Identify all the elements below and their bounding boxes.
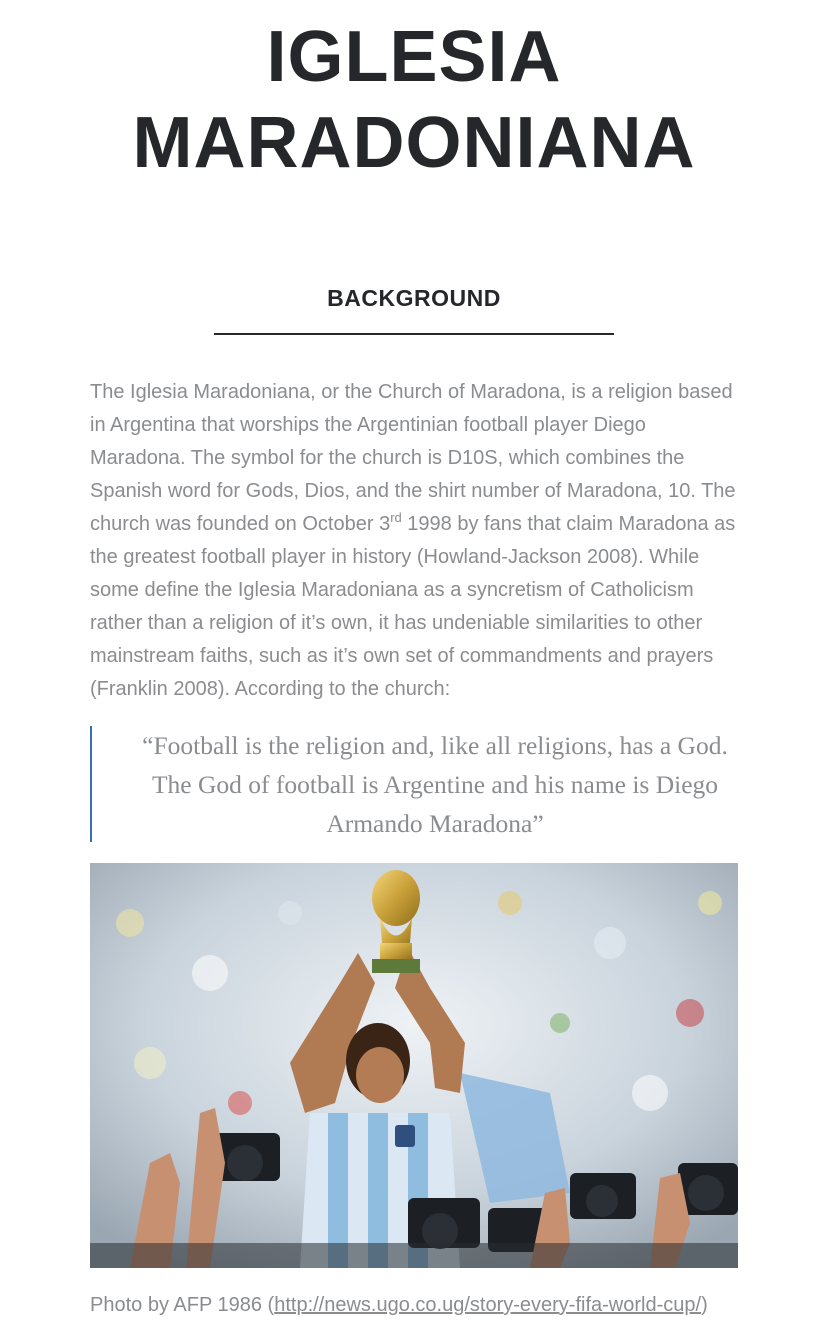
quote-text: “Football is the religion and, like all religions, has a God. The God of football is Argentine and his name is Diego Armando Maradona” [142, 731, 728, 838]
pull-quote [90, 726, 738, 842]
title-line-1: IGLESIA [266, 17, 562, 97]
photo-caption [90, 1291, 790, 1319]
body-text-part-1: The Iglesia Maradoniana, or the Church of Maradona, is a religion based in Argentina that worships the Argentinian football player Diego Maradona. The symbol for the church is D10S, which combines the Spanish word for Gods, Dios, and the shirt number of Maradona, 10. The church was founded on October 3 [90, 381, 736, 535]
maradona-trophy-photo [90, 863, 738, 1268]
caption-prefix: Photo by AFP 1986 ( [90, 1294, 275, 1316]
title-line-2: MARADONIANA [132, 103, 696, 183]
section-heading: BACKGROUND [327, 285, 501, 311]
page-title [0, 14, 828, 186]
photo-illustration [90, 863, 738, 1268]
body-text-part-2: 1998 by fans that claim Maradona as the greatest football player in history (Howland-Jackson 2008). While some define the Iglesia Maradoniana as a syncretism of Catholicism rather than a religion of it’s own, it has undeniable similarities to other mainstream faiths, such as it’s own set of commandments and prayers (Franklin 2008). According to the church: [90, 513, 736, 700]
body-paragraph [90, 376, 740, 706]
caption-source-link[interactable]: http://news.ugo.co.ug/story-every-fifa-world-cup/ [274, 1294, 702, 1316]
section-divider [214, 333, 614, 335]
ordinal-suffix: rd [390, 510, 402, 525]
caption-suffix: ) [701, 1294, 708, 1316]
